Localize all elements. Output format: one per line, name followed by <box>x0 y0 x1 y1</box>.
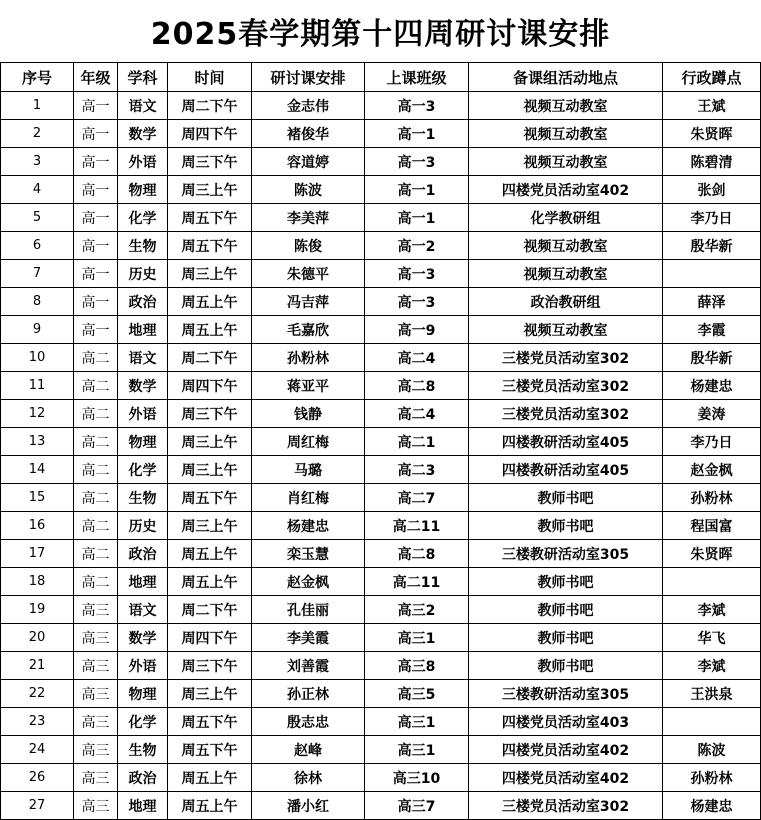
class-cell: 高一3 <box>365 260 469 288</box>
location-cell: 三楼党员活动室302 <box>469 372 663 400</box>
class-cell: 高三1 <box>365 736 469 764</box>
col-header-class: 上课班级 <box>365 63 469 92</box>
time-cell: 周二下午 <box>168 344 252 372</box>
time-cell: 周三上午 <box>168 456 252 484</box>
teacher-cell: 蒋亚平 <box>252 372 365 400</box>
row-index: 15 <box>1 484 74 512</box>
time-cell: 周二下午 <box>168 596 252 624</box>
teacher-cell: 冯吉萍 <box>252 288 365 316</box>
subject-cell: 物理 <box>118 176 168 204</box>
row-index: 17 <box>1 540 74 568</box>
supervisor-cell: 李乃日 <box>663 428 761 456</box>
location-cell: 四楼党员活动室402 <box>469 176 663 204</box>
subject-cell: 语文 <box>118 344 168 372</box>
time-cell: 周五下午 <box>168 708 252 736</box>
table-row <box>1 204 761 232</box>
supervisor-cell: 杨建忠 <box>663 792 761 820</box>
time-cell: 周三上午 <box>168 176 252 204</box>
teacher-cell: 刘善霞 <box>252 652 365 680</box>
subject-cell: 物理 <box>118 428 168 456</box>
class-cell: 高一3 <box>365 92 469 120</box>
subject-cell: 生物 <box>118 484 168 512</box>
table-row <box>1 484 761 512</box>
row-index: 6 <box>1 232 74 260</box>
teacher-cell: 马璐 <box>252 456 365 484</box>
time-cell: 周三上午 <box>168 428 252 456</box>
row-index: 5 <box>1 204 74 232</box>
row-index: 3 <box>1 148 74 176</box>
page-title: 2025春学期第十四周研讨课安排 <box>150 17 611 52</box>
table-row <box>1 512 761 540</box>
table-row <box>1 764 761 792</box>
class-cell: 高三8 <box>365 652 469 680</box>
supervisor-cell <box>663 260 761 288</box>
teacher-cell: 褚俊华 <box>252 120 365 148</box>
location-cell: 三楼党员活动室302 <box>469 400 663 428</box>
teacher-cell: 李美萍 <box>252 204 365 232</box>
grade-cell: 高一 <box>74 288 118 316</box>
grade-cell: 高三 <box>74 736 118 764</box>
table-row <box>1 316 761 344</box>
supervisor-cell: 程国富 <box>663 512 761 540</box>
table-row <box>1 456 761 484</box>
row-index: 19 <box>1 596 74 624</box>
teacher-cell: 陈波 <box>252 176 365 204</box>
grade-cell: 高一 <box>74 176 118 204</box>
time-cell: 周四下午 <box>168 372 252 400</box>
location-cell: 视频互动教室 <box>469 92 663 120</box>
supervisor-cell: 陈碧清 <box>663 148 761 176</box>
time-cell: 周五下午 <box>168 484 252 512</box>
teacher-cell: 钱静 <box>252 400 365 428</box>
subject-cell: 生物 <box>118 736 168 764</box>
row-index: 24 <box>1 736 74 764</box>
subject-cell: 外语 <box>118 148 168 176</box>
time-cell: 周三上午 <box>168 680 252 708</box>
subject-cell: 化学 <box>118 456 168 484</box>
table-row <box>1 92 761 120</box>
supervisor-cell <box>663 568 761 596</box>
row-index: 12 <box>1 400 74 428</box>
supervisor-cell: 孙粉林 <box>663 484 761 512</box>
subject-cell: 化学 <box>118 204 168 232</box>
location-cell: 视频互动教室 <box>469 232 663 260</box>
location-cell: 四楼教研活动室405 <box>469 428 663 456</box>
time-cell: 周三下午 <box>168 148 252 176</box>
supervisor-cell: 朱贤晖 <box>663 120 761 148</box>
teacher-cell: 容道婷 <box>252 148 365 176</box>
subject-cell: 语文 <box>118 596 168 624</box>
class-cell: 高一2 <box>365 232 469 260</box>
location-cell: 三楼教研活动室305 <box>469 540 663 568</box>
table-row <box>1 288 761 316</box>
class-cell: 高二11 <box>365 512 469 540</box>
teacher-cell: 潘小红 <box>252 792 365 820</box>
subject-cell: 生物 <box>118 232 168 260</box>
time-cell: 周五下午 <box>168 736 252 764</box>
grade-cell: 高一 <box>74 232 118 260</box>
class-cell: 高一3 <box>365 288 469 316</box>
table-row <box>1 540 761 568</box>
subject-cell: 外语 <box>118 400 168 428</box>
class-cell: 高二1 <box>365 428 469 456</box>
class-cell: 高二4 <box>365 400 469 428</box>
table-row <box>1 736 761 764</box>
teacher-cell: 周红梅 <box>252 428 365 456</box>
location-cell: 视频互动教室 <box>469 120 663 148</box>
class-cell: 高三1 <box>365 708 469 736</box>
time-cell: 周三下午 <box>168 652 252 680</box>
subject-cell: 政治 <box>118 288 168 316</box>
class-cell: 高三2 <box>365 596 469 624</box>
time-cell: 周五上午 <box>168 568 252 596</box>
supervisor-cell: 李乃日 <box>663 204 761 232</box>
class-cell: 高二4 <box>365 344 469 372</box>
supervisor-cell: 华飞 <box>663 624 761 652</box>
teacher-cell: 赵峰 <box>252 736 365 764</box>
row-index: 21 <box>1 652 74 680</box>
class-cell: 高三7 <box>365 792 469 820</box>
row-index: 20 <box>1 624 74 652</box>
table-body <box>1 92 761 820</box>
location-cell: 教师书吧 <box>469 652 663 680</box>
teacher-cell: 杨建忠 <box>252 512 365 540</box>
subject-cell: 语文 <box>118 92 168 120</box>
grade-cell: 高三 <box>74 764 118 792</box>
table-row <box>1 120 761 148</box>
supervisor-cell: 姜涛 <box>663 400 761 428</box>
location-cell: 教师书吧 <box>469 512 663 540</box>
class-cell: 高二11 <box>365 568 469 596</box>
grade-cell: 高二 <box>74 428 118 456</box>
subject-cell: 地理 <box>118 316 168 344</box>
grade-cell: 高一 <box>74 316 118 344</box>
subject-cell: 政治 <box>118 764 168 792</box>
col-header-location: 备课组活动地点 <box>469 63 663 92</box>
table-row <box>1 652 761 680</box>
table-row <box>1 568 761 596</box>
grade-cell: 高三 <box>74 792 118 820</box>
location-cell: 四楼党员活动室403 <box>469 708 663 736</box>
supervisor-cell: 赵金枫 <box>663 456 761 484</box>
time-cell: 周五上午 <box>168 764 252 792</box>
row-index: 9 <box>1 316 74 344</box>
class-cell: 高二8 <box>365 540 469 568</box>
supervisor-cell: 李霞 <box>663 316 761 344</box>
teacher-cell: 殷志忠 <box>252 708 365 736</box>
subject-cell: 历史 <box>118 260 168 288</box>
class-cell: 高二3 <box>365 456 469 484</box>
class-cell: 高一1 <box>365 120 469 148</box>
row-index: 13 <box>1 428 74 456</box>
time-cell: 周五上午 <box>168 540 252 568</box>
subject-cell: 物理 <box>118 680 168 708</box>
table-row <box>1 400 761 428</box>
table-row <box>1 260 761 288</box>
table-row <box>1 372 761 400</box>
location-cell: 视频互动教室 <box>469 316 663 344</box>
teacher-cell: 孙正林 <box>252 680 365 708</box>
subject-cell: 外语 <box>118 652 168 680</box>
grade-cell: 高三 <box>74 680 118 708</box>
subject-cell: 地理 <box>118 568 168 596</box>
row-index: 23 <box>1 708 74 736</box>
grade-cell: 高二 <box>74 568 118 596</box>
grade-cell: 高一 <box>74 204 118 232</box>
row-index: 16 <box>1 512 74 540</box>
location-cell: 教师书吧 <box>469 568 663 596</box>
row-index: 1 <box>1 92 74 120</box>
location-cell: 三楼教研活动室305 <box>469 680 663 708</box>
class-cell: 高二7 <box>365 484 469 512</box>
location-cell: 教师书吧 <box>469 596 663 624</box>
grade-cell: 高二 <box>74 484 118 512</box>
supervisor-cell: 殷华新 <box>663 344 761 372</box>
supervisor-cell: 殷华新 <box>663 232 761 260</box>
supervisor-cell: 朱贤晖 <box>663 540 761 568</box>
grade-cell: 高一 <box>74 120 118 148</box>
grade-cell: 高三 <box>74 596 118 624</box>
supervisor-cell: 杨建忠 <box>663 372 761 400</box>
subject-cell: 历史 <box>118 512 168 540</box>
class-cell: 高一3 <box>365 148 469 176</box>
row-index: 10 <box>1 344 74 372</box>
class-cell: 高二8 <box>365 372 469 400</box>
grade-cell: 高一 <box>74 92 118 120</box>
col-header-subject: 学科 <box>118 63 168 92</box>
location-cell: 四楼教研活动室405 <box>469 456 663 484</box>
teacher-cell: 赵金枫 <box>252 568 365 596</box>
supervisor-cell: 薛泽 <box>663 288 761 316</box>
location-cell: 四楼党员活动室402 <box>469 736 663 764</box>
grade-cell: 高二 <box>74 512 118 540</box>
supervisor-cell: 张剑 <box>663 176 761 204</box>
subject-cell: 地理 <box>118 792 168 820</box>
grade-cell: 高三 <box>74 624 118 652</box>
location-cell: 化学教研组 <box>469 204 663 232</box>
grade-cell: 高三 <box>74 708 118 736</box>
time-cell: 周三上午 <box>168 260 252 288</box>
supervisor-cell: 陈波 <box>663 736 761 764</box>
grade-cell: 高二 <box>74 372 118 400</box>
time-cell: 周三下午 <box>168 400 252 428</box>
time-cell: 周五上午 <box>168 316 252 344</box>
col-header-time: 时间 <box>168 63 252 92</box>
grade-cell: 高二 <box>74 540 118 568</box>
col-header-supervisor: 行政蹲点 <box>663 63 761 92</box>
subject-cell: 数学 <box>118 120 168 148</box>
row-index: 14 <box>1 456 74 484</box>
supervisor-cell: 李斌 <box>663 596 761 624</box>
row-index: 4 <box>1 176 74 204</box>
location-cell: 视频互动教室 <box>469 260 663 288</box>
grade-cell: 高一 <box>74 260 118 288</box>
location-cell: 四楼党员活动室402 <box>469 764 663 792</box>
subject-cell: 数学 <box>118 372 168 400</box>
class-cell: 高三10 <box>365 764 469 792</box>
teacher-cell: 陈俊 <box>252 232 365 260</box>
subject-cell: 数学 <box>118 624 168 652</box>
teacher-cell: 孔佳丽 <box>252 596 365 624</box>
row-index: 2 <box>1 120 74 148</box>
table-row <box>1 624 761 652</box>
table-row <box>1 232 761 260</box>
class-cell: 高一1 <box>365 176 469 204</box>
class-cell: 高一9 <box>365 316 469 344</box>
class-cell: 高一1 <box>365 204 469 232</box>
time-cell: 周五下午 <box>168 204 252 232</box>
location-cell: 政治教研组 <box>469 288 663 316</box>
location-cell: 三楼党员活动室302 <box>469 344 663 372</box>
supervisor-cell: 孙粉林 <box>663 764 761 792</box>
teacher-cell: 金志伟 <box>252 92 365 120</box>
location-cell: 教师书吧 <box>469 484 663 512</box>
table-row <box>1 596 761 624</box>
teacher-cell: 徐林 <box>252 764 365 792</box>
teacher-cell: 肖红梅 <box>252 484 365 512</box>
teacher-cell: 朱德平 <box>252 260 365 288</box>
col-header-teacher: 研讨课安排 <box>252 63 365 92</box>
table-row <box>1 792 761 820</box>
location-cell: 教师书吧 <box>469 624 663 652</box>
location-cell: 三楼党员活动室302 <box>469 792 663 820</box>
grade-cell: 高二 <box>74 400 118 428</box>
row-index: 27 <box>1 792 74 820</box>
row-index: 7 <box>1 260 74 288</box>
class-cell: 高三1 <box>365 624 469 652</box>
row-index: 22 <box>1 680 74 708</box>
supervisor-cell: 李斌 <box>663 652 761 680</box>
supervisor-cell <box>663 708 761 736</box>
table-row <box>1 708 761 736</box>
subject-cell: 政治 <box>118 540 168 568</box>
supervisor-cell: 王斌 <box>663 92 761 120</box>
time-cell: 周二下午 <box>168 92 252 120</box>
table-row <box>1 176 761 204</box>
row-index: 26 <box>1 764 74 792</box>
table-row <box>1 148 761 176</box>
row-index: 18 <box>1 568 74 596</box>
supervisor-cell: 王洪泉 <box>663 680 761 708</box>
time-cell: 周四下午 <box>168 120 252 148</box>
row-index: 8 <box>1 288 74 316</box>
teacher-cell: 李美霞 <box>252 624 365 652</box>
grade-cell: 高二 <box>74 344 118 372</box>
location-cell: 视频互动教室 <box>469 148 663 176</box>
grade-cell: 高二 <box>74 456 118 484</box>
class-cell: 高三5 <box>365 680 469 708</box>
table-row <box>1 428 761 456</box>
table-row <box>1 680 761 708</box>
schedule-table <box>0 62 761 820</box>
teacher-cell: 孙粉林 <box>252 344 365 372</box>
col-header-grade: 年级 <box>74 63 118 92</box>
header-row <box>1 63 761 92</box>
table-row <box>1 344 761 372</box>
teacher-cell: 栾玉慧 <box>252 540 365 568</box>
grade-cell: 高一 <box>74 148 118 176</box>
time-cell: 周五上午 <box>168 288 252 316</box>
grade-cell: 高三 <box>74 652 118 680</box>
time-cell: 周五下午 <box>168 232 252 260</box>
time-cell: 周四下午 <box>168 624 252 652</box>
teacher-cell: 毛嘉欣 <box>252 316 365 344</box>
time-cell: 周五上午 <box>168 792 252 820</box>
time-cell: 周三上午 <box>168 512 252 540</box>
row-index: 11 <box>1 372 74 400</box>
subject-cell: 化学 <box>118 708 168 736</box>
col-header-index: 序号 <box>1 63 74 92</box>
